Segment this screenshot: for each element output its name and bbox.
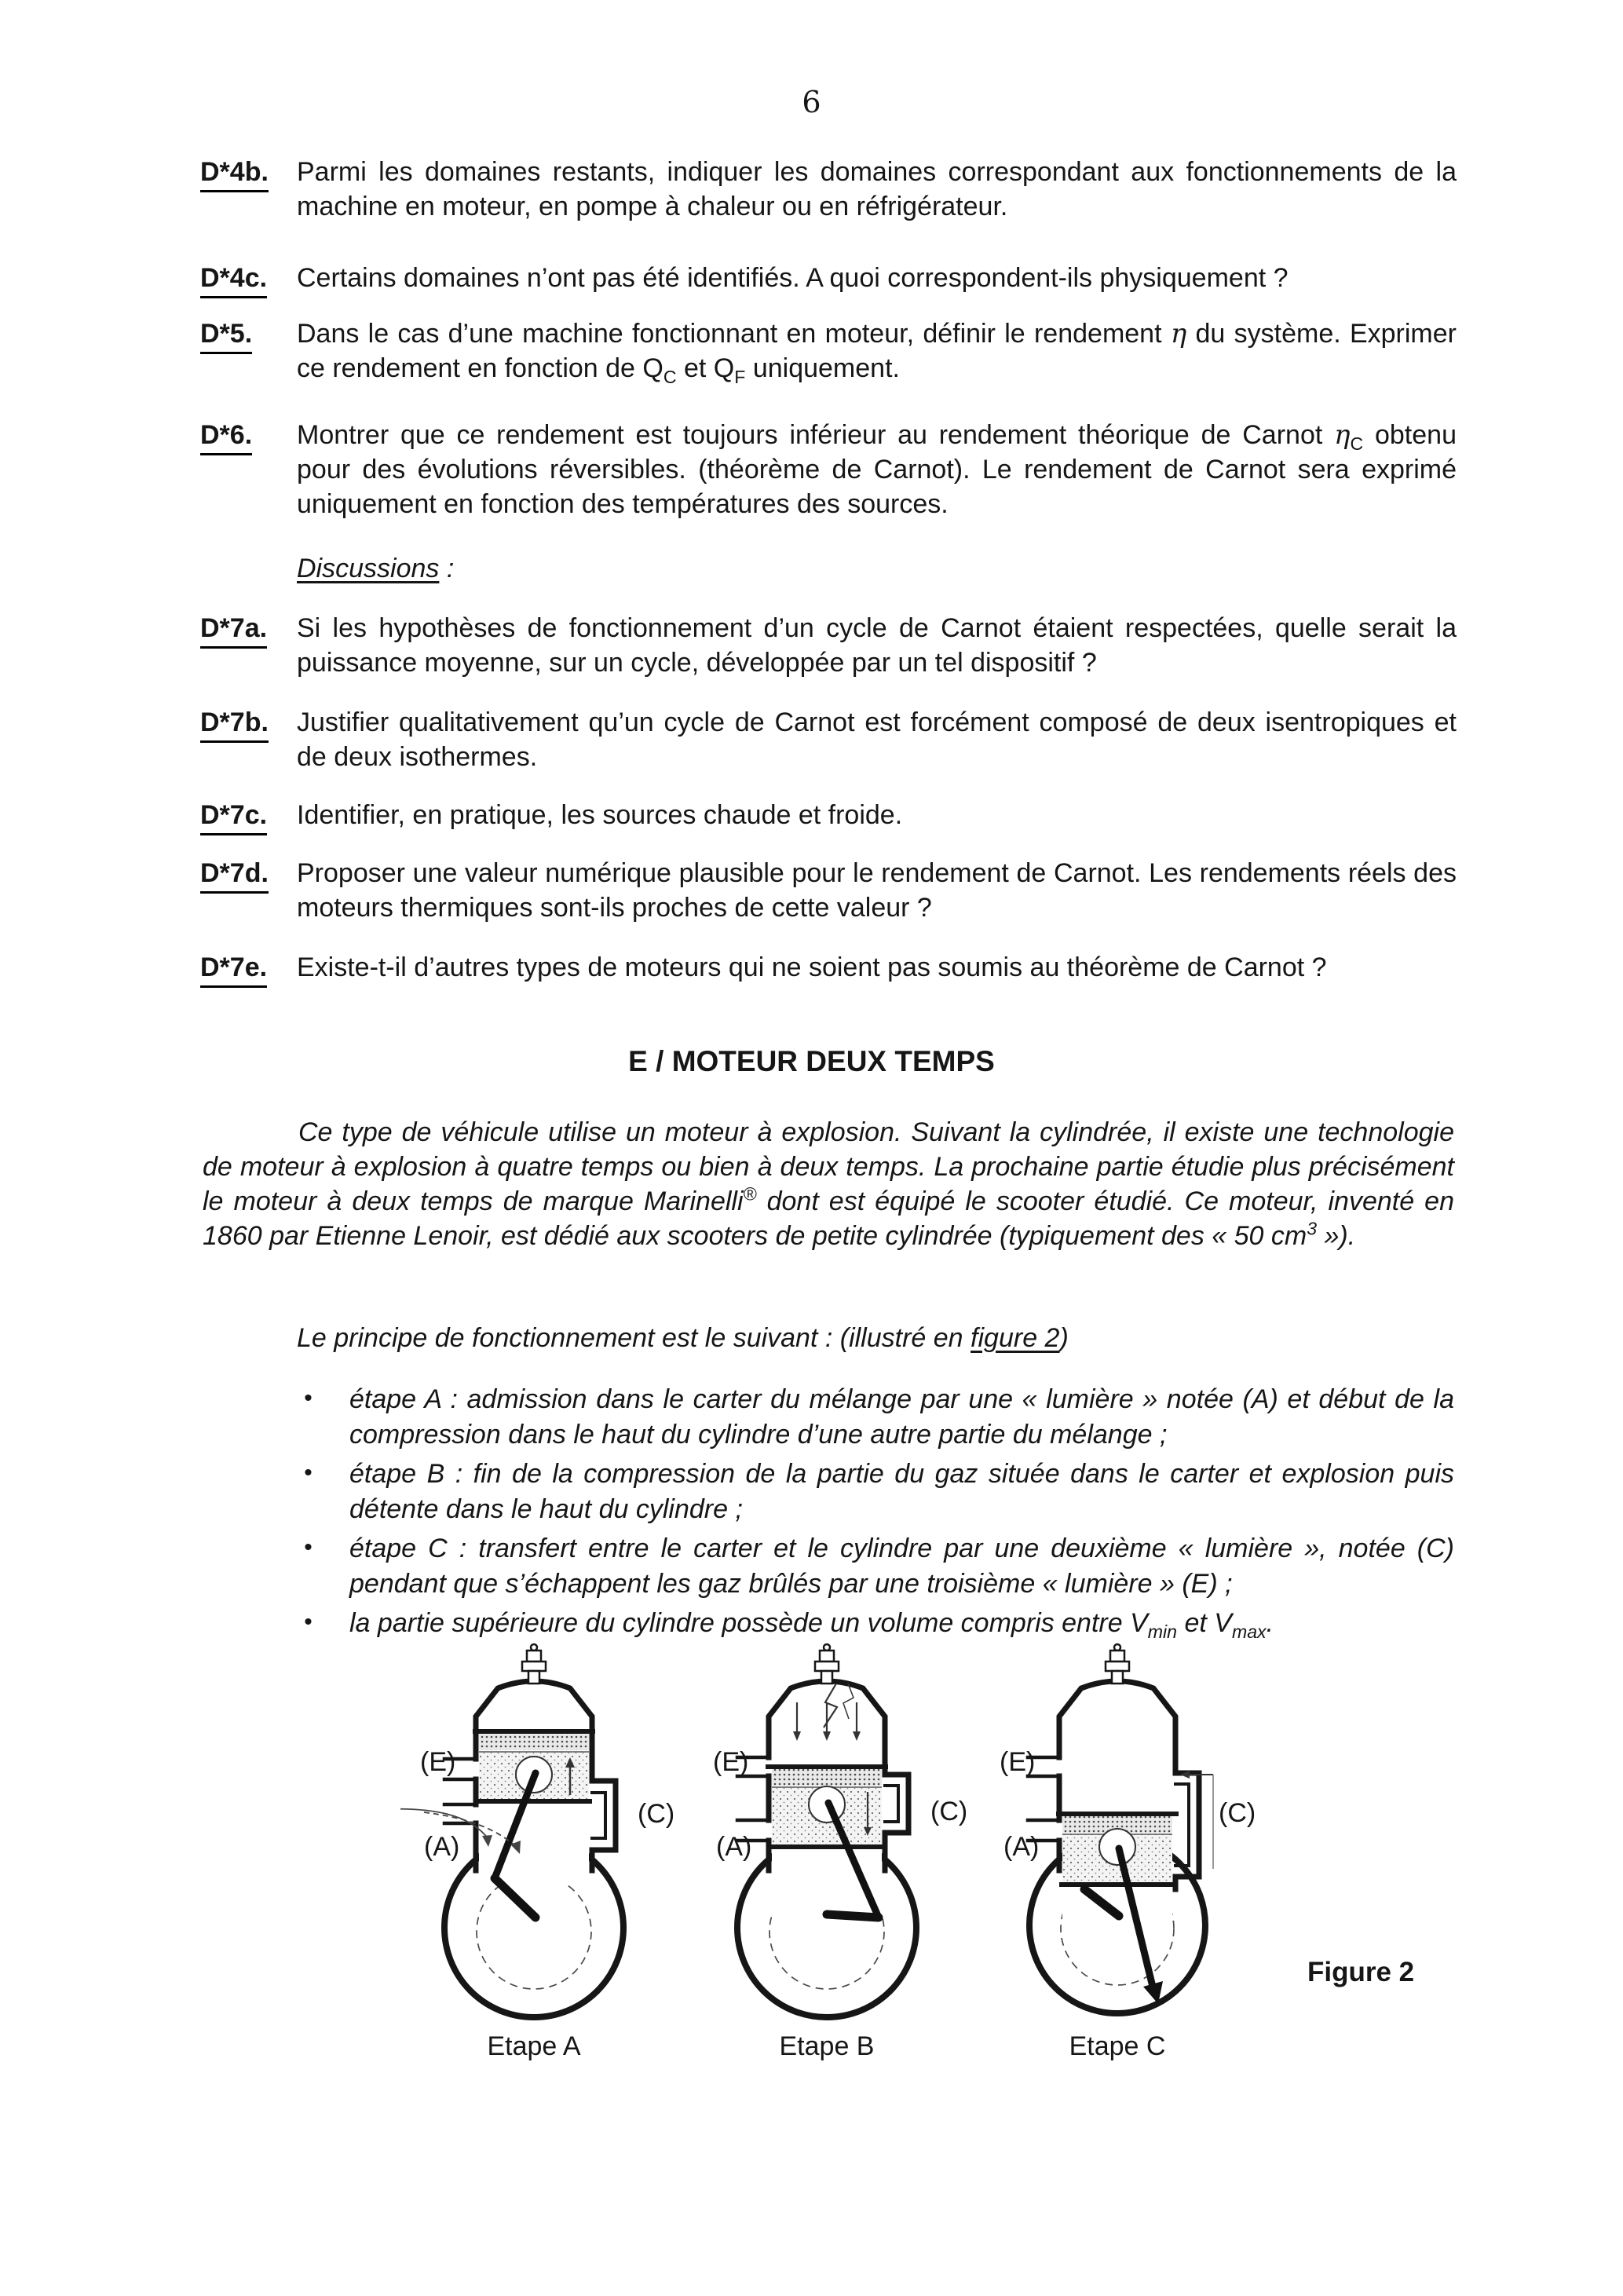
question-label: D*7a. — [200, 611, 267, 649]
question-text: Certains domaines n’ont pas été identifiés. A quoi correspondent-ils physiquement ? — [297, 263, 1289, 293]
bullet-text: étape C : transfert entre le carter et le cylindre par une deuxième « lumière », notée (C) pendant que s’échappent les gaz brûlés par une troisième « lumière » (E) ; — [349, 1534, 1454, 1599]
caption-etape-b: Etape B — [779, 2031, 875, 2061]
cylinder-dome — [1059, 1681, 1175, 1734]
bullet-text: étape A : admission dans le carter du mélange par une « lumière » notée (A) et début de la compression dans le haut du cylindre d’une autre partie du mélange ; — [349, 1384, 1454, 1450]
list-item — [302, 1606, 1454, 1641]
bullet-text: étape B : fin de la compression de la partie du gaz située dans le carter et explosion puis détente dans le haut du cylindre ; — [349, 1459, 1454, 1524]
question-text: Existe-t-il d’autres types de moteurs qui ne soient pas soumis au théorème de Carnot ? — [297, 952, 1327, 982]
port-label-e: (E) — [1000, 1747, 1036, 1777]
port-label-a: (A) — [716, 1832, 752, 1862]
question-d7e — [200, 950, 1457, 985]
question-label: D*7e. — [200, 950, 267, 988]
question-label: D*4c. — [200, 261, 267, 298]
transfer-port-c — [885, 1775, 908, 1833]
question-text: Parmi les domaines restants, indiquer les domaines correspondant aux fonctionnements de la machine en moteur, en pompe à chaleur ou en réfrigérateur. — [297, 157, 1457, 221]
figure-label: Figure 2 — [1307, 1957, 1415, 1987]
list-item — [302, 1382, 1454, 1453]
port-label-c: (C) — [638, 1799, 675, 1829]
question-text: Identifier, en pratique, les sources chaude et froide. — [297, 800, 903, 830]
spark-plug-icon — [815, 1644, 839, 1684]
question-text: Montrer que ce rendement est toujours inférieur au rendement théorique de Carnot $\eta_C$ obtenu pour des évolutions réversibles. (théorème de Carnot). Le rendement de Carnot sera exprimé uniquement en fonction des températures des sources. — [297, 419, 1457, 519]
port-label-e: (E) — [713, 1747, 749, 1777]
spark-plug-icon — [1106, 1644, 1129, 1684]
port-label-a: (A) — [1003, 1832, 1040, 1862]
question-d7d — [200, 856, 1457, 925]
bullet-text: la partie supérieure du cylindre possède un volume compris entre $V_{min}$ et $V_{max}$. — [349, 1608, 1274, 1642]
question-d7a — [200, 611, 1457, 680]
piston — [473, 1731, 595, 1801]
section-heading: E / MOTEUR DEUX TEMPS — [628, 1045, 995, 1077]
port-label-c: (C) — [930, 1797, 968, 1826]
question-text: Si les hypothèses de fonctionnement d’un cycle de Carnot étaient respectées, quelle serait la puissance moyenne, sur un cycle, développée par un tel dispositif ? — [297, 613, 1457, 678]
question-label: D*7c. — [200, 798, 267, 835]
discussions-heading: Discussions : — [297, 554, 455, 583]
figure-2 — [345, 1641, 1594, 2112]
question-d4b — [200, 155, 1457, 224]
caption-etape-a: Etape A — [487, 2031, 581, 2061]
principle-line: Le principe de fonctionnement est le suivant : (illustré en figure 2) — [297, 1323, 1069, 1353]
question-d7c — [200, 798, 1457, 832]
bullet-icon: • — [304, 1460, 313, 1486]
cylinder-dome — [476, 1681, 592, 1734]
bullet-list — [302, 1382, 1454, 1645]
list-item — [302, 1531, 1454, 1602]
port-label-e: (E) — [420, 1747, 456, 1777]
bullet-icon: • — [304, 1609, 313, 1635]
question-label: D*6. — [200, 418, 252, 455]
question-d5 — [200, 316, 1457, 386]
question-text: Dans le cas d’une machine fonctionnant en moteur, définir le rendement η du système. Exprimer ce rendement en fonction de $Q_C$ et $Q_F$ uniquement. — [297, 318, 1457, 387]
question-d4c — [200, 261, 1457, 295]
port-label-c: (C) — [1219, 1798, 1256, 1828]
question-d6 — [200, 418, 1457, 521]
list-item — [302, 1457, 1454, 1527]
caption-etape-c: Etape C — [1069, 2031, 1166, 2061]
question-label: D*7d. — [200, 856, 269, 894]
question-text: Proposer une valeur numérique plausible pour le rendement de Carnot. Les rendements réels des moteurs thermiques sont-ils proches de cette valeur ? — [297, 858, 1457, 923]
bullet-icon: • — [304, 1385, 313, 1411]
bullet-icon: • — [304, 1534, 313, 1560]
question-label: D*5. — [200, 316, 252, 354]
port-label-a: (A) — [424, 1832, 460, 1862]
question-d7b — [200, 705, 1457, 774]
question-text: Justifier qualitativement qu’un cycle de Carnot est forcément composé de deux isentropiques et de deux isothermes. — [297, 707, 1457, 772]
spark-plug-icon — [522, 1644, 546, 1684]
question-label: D*7b. — [200, 705, 269, 743]
transfer-port-c — [592, 1781, 616, 1850]
page-number: 6 — [802, 85, 821, 119]
intro-paragraph: Ce type de véhicule utilise un moteur à explosion. Suivant la cylindrée, il existe une technologie de moteur à explosion à quatre temps ou bien à deux temps. La prochaine partie étudie plus précisément le moteur à deux temps de marque Marinelli® dont est équipé le scooter étudié. Ce moteur, inventé en 1860 par Etienne Lenoir, est dédié aux scooters de petite cylindrée (typiquement des « 50 $cm^3$ »). — [203, 1117, 1454, 1251]
question-label: D*4b. — [200, 155, 269, 192]
